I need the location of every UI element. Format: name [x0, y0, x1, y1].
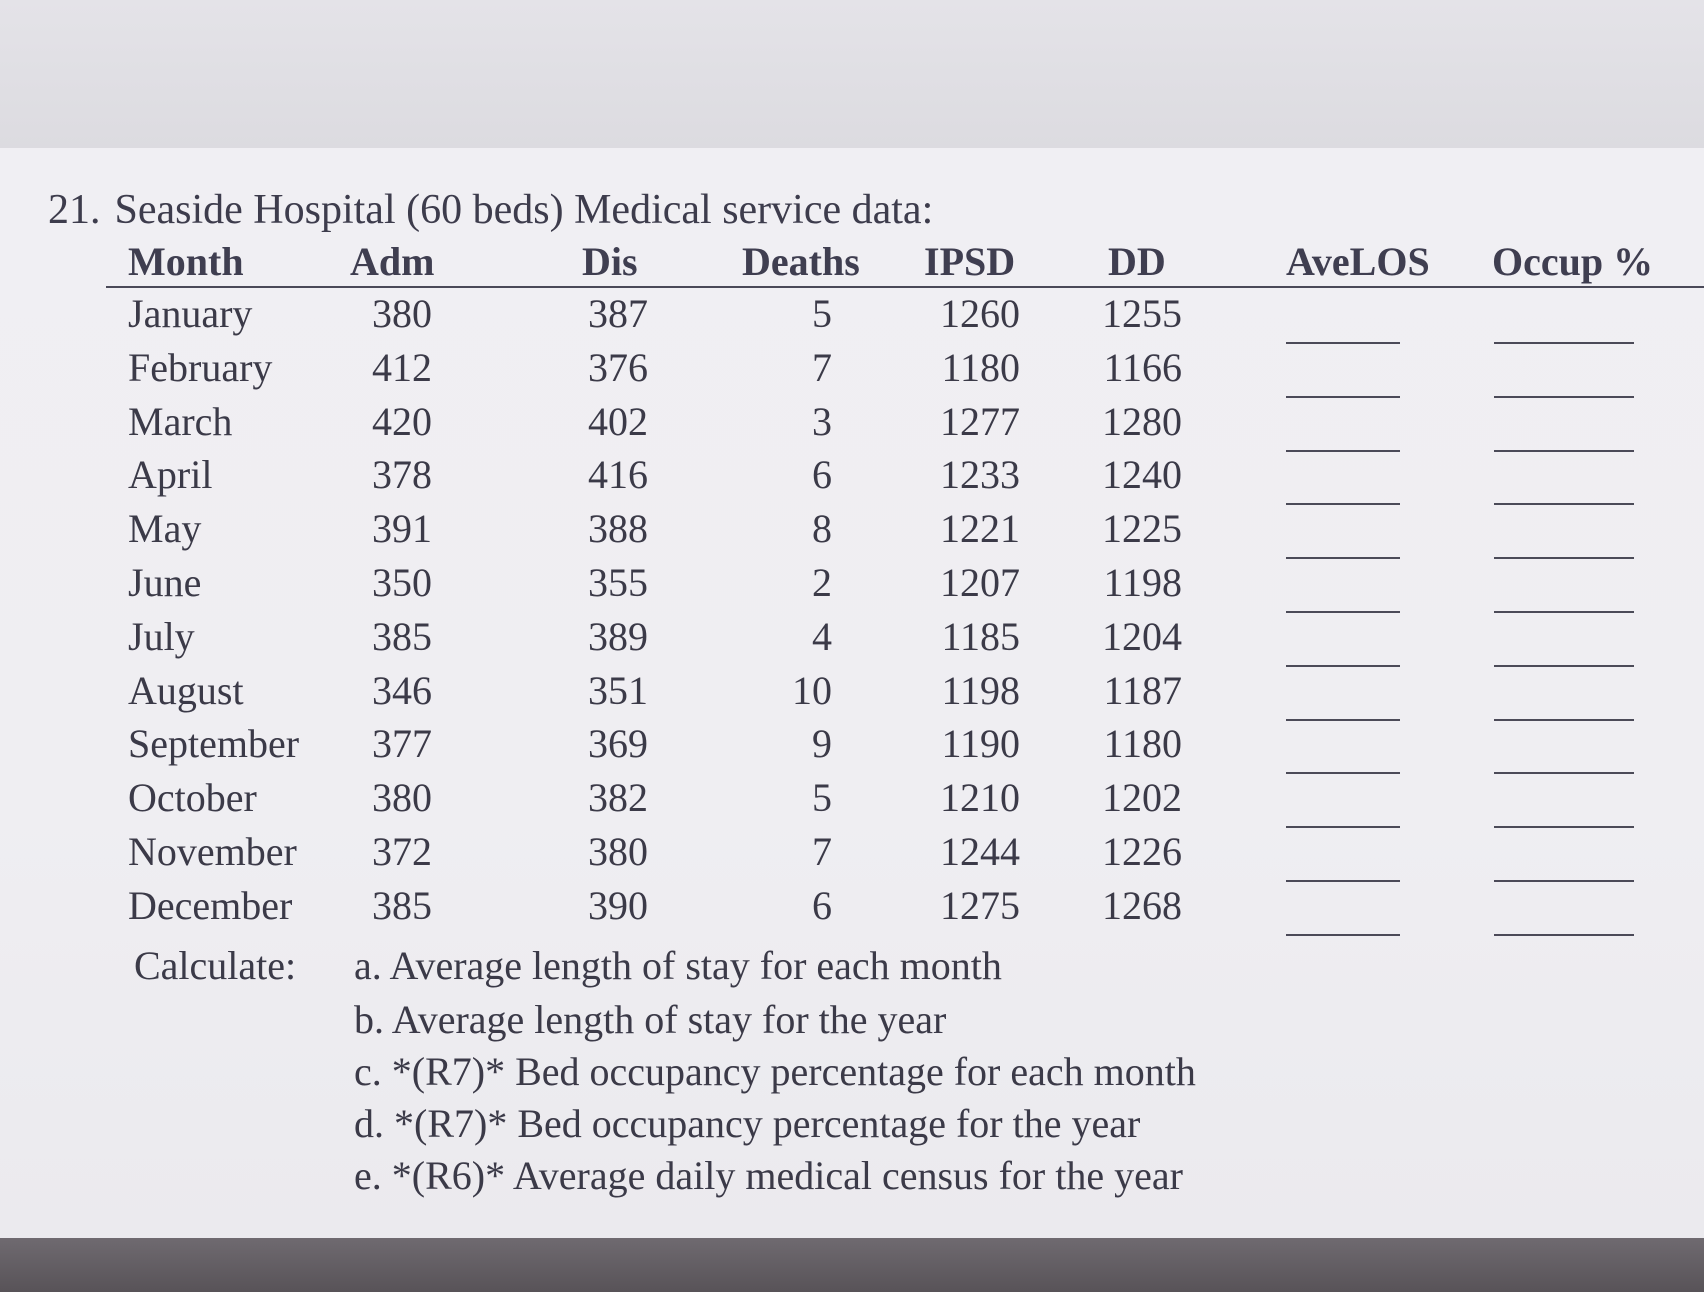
occup-answer-blank[interactable] — [1494, 665, 1634, 667]
cell-ipsd: 1180 — [941, 345, 1020, 390]
cell-month: September — [128, 721, 300, 766]
cell-ipsd: 1221 — [940, 506, 1020, 551]
cell-dis: 376 — [588, 345, 648, 390]
cell-adm: 372 — [372, 829, 432, 874]
cell-ipsd: 1244 — [940, 829, 1020, 874]
cell-deaths: 7 — [812, 829, 832, 874]
calculate-item-e: e. *(R6)* Average daily medical census for the year — [354, 1153, 1183, 1198]
cell-dis: 355 — [588, 560, 648, 605]
cell-dd: 1204 — [1102, 614, 1182, 659]
avelos-answer-blank[interactable] — [1286, 772, 1400, 774]
cell-dd: 1226 — [1102, 829, 1182, 874]
cell-dd: 1202 — [1102, 775, 1182, 820]
cell-ipsd: 1207 — [940, 560, 1020, 605]
occup-answer-blank[interactable] — [1494, 934, 1634, 936]
occup-answer-blank[interactable] — [1494, 719, 1634, 721]
cell-month: May — [128, 506, 202, 551]
cell-dd: 1240 — [1102, 452, 1182, 497]
cell-ipsd: 1277 — [940, 399, 1020, 444]
cell-month: March — [128, 399, 233, 444]
cell-adm: 385 — [372, 614, 432, 659]
header-month: Month — [128, 239, 244, 284]
problem-number: 21. — [48, 187, 101, 233]
avelos-answer-blank[interactable] — [1286, 719, 1400, 721]
cell-deaths: 6 — [812, 452, 832, 497]
cell-dis: 388 — [588, 506, 648, 551]
calculate-item-a: a. Average length of stay for each month — [354, 943, 1002, 988]
cell-month: July — [128, 614, 195, 659]
occup-answer-blank[interactable] — [1494, 342, 1634, 344]
cell-adm: 380 — [372, 775, 432, 820]
avelos-answer-blank[interactable] — [1286, 396, 1400, 398]
cell-dis: 402 — [588, 399, 648, 444]
cell-adm: 412 — [372, 345, 432, 390]
occup-answer-blank[interactable] — [1494, 557, 1634, 559]
cell-deaths: 10 — [792, 668, 832, 713]
cell-dis: 382 — [588, 775, 648, 820]
occup-answer-blank[interactable] — [1494, 826, 1634, 828]
cell-ipsd: 1210 — [940, 775, 1020, 820]
cell-dis: 369 — [588, 721, 648, 766]
cell-deaths: 7 — [812, 345, 832, 390]
cell-adm: 391 — [372, 506, 432, 551]
calculate-label: Calculate: — [134, 943, 297, 988]
cell-deaths: 5 — [812, 291, 832, 336]
cell-ipsd: 1198 — [941, 668, 1020, 713]
avelos-answer-blank[interactable] — [1286, 665, 1400, 667]
cell-month: November — [128, 829, 297, 874]
cell-deaths: 8 — [812, 506, 832, 551]
avelos-answer-blank[interactable] — [1286, 450, 1400, 452]
cell-dis: 351 — [588, 668, 648, 713]
avelos-answer-blank[interactable] — [1286, 342, 1400, 344]
cell-dd: 1280 — [1102, 399, 1182, 444]
avelos-answer-blank[interactable] — [1286, 826, 1400, 828]
calculate-item-c: c. *(R7)* Bed occupancy percentage for each month — [354, 1049, 1196, 1094]
cell-deaths: 6 — [812, 883, 832, 928]
cell-dis: 387 — [588, 291, 648, 336]
avelos-answer-blank[interactable] — [1286, 557, 1400, 559]
occup-answer-blank[interactable] — [1494, 450, 1634, 452]
cell-month: January — [128, 291, 253, 336]
avelos-answer-blank[interactable] — [1286, 880, 1400, 882]
cell-dd: 1187 — [1103, 668, 1182, 713]
cell-month: August — [128, 668, 244, 713]
cell-adm: 385 — [372, 883, 432, 928]
cell-month: June — [128, 560, 202, 605]
cell-dis: 380 — [588, 829, 648, 874]
problem-title-text: Seaside Hospital (60 beds) Medical service data: — [114, 187, 934, 233]
background-bottom — [0, 1238, 1704, 1292]
header-deaths: Deaths — [742, 239, 860, 284]
cell-adm: 380 — [372, 291, 432, 336]
cell-ipsd: 1185 — [941, 614, 1020, 659]
cell-dd: 1180 — [1103, 721, 1182, 766]
header-occup: Occup % — [1492, 239, 1654, 284]
cell-ipsd: 1190 — [941, 721, 1020, 766]
cell-deaths: 5 — [812, 775, 832, 820]
occup-answer-blank[interactable] — [1494, 880, 1634, 882]
cell-deaths: 3 — [812, 399, 832, 444]
calculate-item-d: d. *(R7)* Bed occupancy percentage for the year — [354, 1101, 1141, 1146]
cell-dis: 416 — [588, 452, 648, 497]
cell-dd: 1255 — [1102, 291, 1182, 336]
cell-adm: 346 — [372, 668, 432, 713]
cell-dd: 1166 — [1103, 345, 1182, 390]
cell-deaths: 9 — [812, 721, 832, 766]
occup-answer-blank[interactable] — [1494, 611, 1634, 613]
cell-month: October — [128, 775, 257, 820]
cell-ipsd: 1233 — [940, 452, 1020, 497]
cell-dis: 390 — [588, 883, 648, 928]
background-top — [0, 0, 1704, 150]
cell-adm: 350 — [372, 560, 432, 605]
cell-month: February — [128, 345, 273, 390]
cell-month: December — [128, 883, 293, 928]
cell-ipsd: 1275 — [940, 883, 1020, 928]
occup-answer-blank[interactable] — [1494, 503, 1634, 505]
calculate-item-b: b. Average length of stay for the year — [354, 997, 947, 1042]
cell-dd: 1225 — [1102, 506, 1182, 551]
cell-deaths: 4 — [812, 614, 832, 659]
cell-adm: 378 — [372, 452, 432, 497]
occup-answer-blank[interactable] — [1494, 396, 1634, 398]
cell-dis: 389 — [588, 614, 648, 659]
header-ipsd: IPSD — [924, 239, 1016, 284]
cell-deaths: 2 — [812, 560, 832, 605]
avelos-answer-blank[interactable] — [1286, 611, 1400, 613]
cell-dd: 1198 — [1103, 560, 1182, 605]
cell-dd: 1268 — [1102, 883, 1182, 928]
avelos-answer-blank[interactable] — [1286, 934, 1400, 936]
cell-month: April — [128, 452, 213, 497]
occup-answer-blank[interactable] — [1494, 772, 1634, 774]
header-adm: Adm — [350, 239, 435, 284]
header-avelos: AveLOS — [1286, 239, 1430, 284]
header-rule — [106, 286, 1704, 288]
avelos-answer-blank[interactable] — [1286, 503, 1400, 505]
cell-adm: 377 — [372, 721, 432, 766]
cell-adm: 420 — [372, 399, 432, 444]
header-dis: Dis — [582, 239, 638, 284]
problem-title — [48, 186, 933, 234]
cell-ipsd: 1260 — [940, 291, 1020, 336]
header-dd: DD — [1108, 239, 1166, 284]
